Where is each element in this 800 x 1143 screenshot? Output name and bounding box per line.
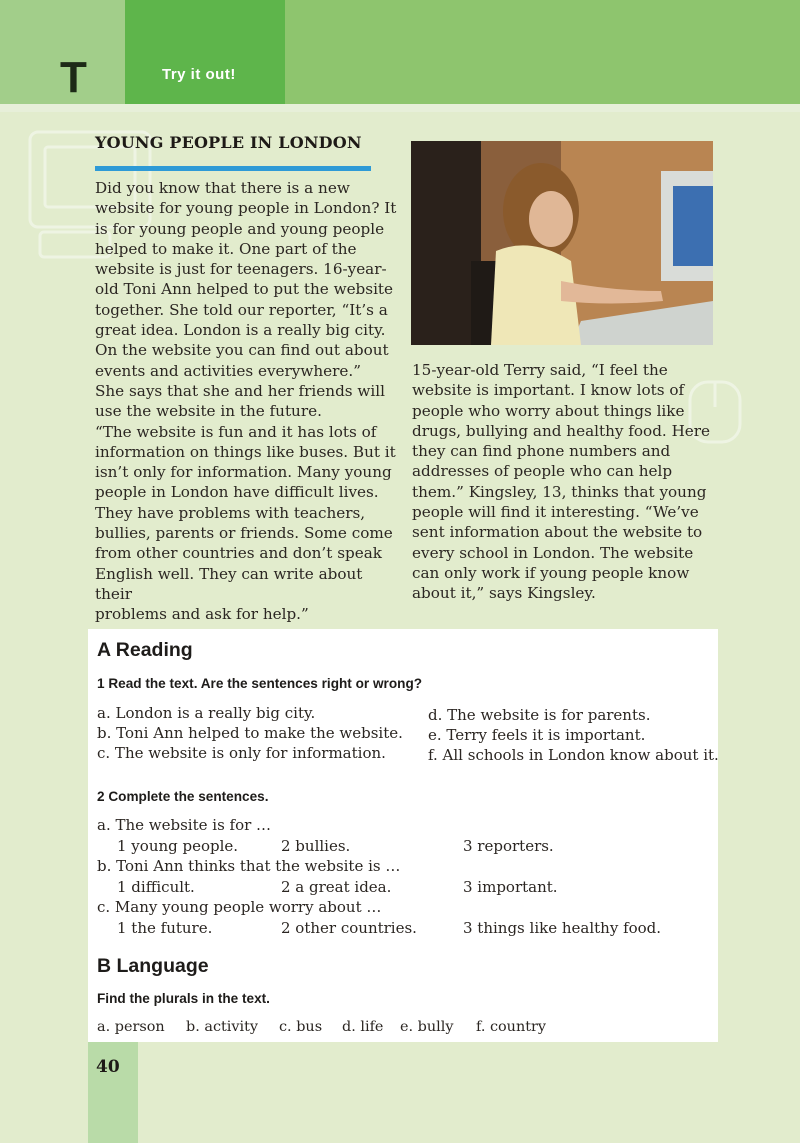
text-line: events and activities everywhere.” <box>95 361 361 380</box>
language-instruction: Find the plurals in the text. <box>97 991 270 1006</box>
text-line: “The website is fun and it has lots of <box>95 422 377 441</box>
q2-option: 1 difficult. <box>117 878 195 896</box>
q2-stem: a. The website is for … <box>97 816 272 834</box>
article-left-column <box>95 178 400 625</box>
text-line: people who worry about things like <box>412 401 685 420</box>
q2-option: 1 young people. <box>117 837 239 855</box>
q2-option: 3 important. <box>463 878 558 896</box>
text-line: people will find it interesting. “We’ve <box>412 503 699 522</box>
article-headline: YOUNG PEOPLE IN LONDON <box>95 133 362 152</box>
text-line: English well. They can write about their <box>95 564 363 603</box>
plural-word: c. bus <box>279 1019 323 1035</box>
text-line: website for young people in London? It <box>95 199 397 218</box>
article-photo <box>411 141 713 345</box>
text-line: them.” Kingsley, 13, thinks that young <box>412 482 707 501</box>
text-line: They have problems with teachers, <box>95 503 366 522</box>
q1-item: e. Terry feels it is important. <box>428 726 646 744</box>
plural-word: e. bully <box>400 1019 454 1035</box>
text-line: great idea. London is a really big city. <box>95 321 386 340</box>
text-line: from other countries and don’t speak <box>95 544 382 563</box>
text-line: information on things like buses. But it <box>95 442 396 461</box>
plural-word: b. activity <box>186 1019 259 1035</box>
text-line: people in London have difficult lives. <box>95 483 379 502</box>
q1-item: b. Toni Ann helped to make the website. <box>97 724 403 742</box>
text-line: website is important. I know lots of <box>412 381 685 400</box>
q2-option: 3 things like healthy food. <box>463 919 662 937</box>
plural-word: f. country <box>476 1019 547 1035</box>
q2-option: 2 a great idea. <box>281 878 392 896</box>
text-line: On the website you can find out about <box>95 341 389 360</box>
text-line: 15-year-old Terry said, “I feel the <box>412 361 668 379</box>
reading-q1-instruction: 1 Read the text. Are the sentences right or wrong? <box>97 676 423 691</box>
text-line: can only work if young people know <box>412 563 690 582</box>
reading-q2-instruction: 2 Complete the sentences. <box>97 789 269 804</box>
section-title: Try it out! <box>162 66 236 83</box>
q1-item: d. The website is for parents. <box>428 706 651 724</box>
q1-item: f. All schools in London know about it. <box>428 746 719 764</box>
section-letter: T <box>60 53 87 102</box>
text-line: addresses of people who can help <box>412 462 673 481</box>
q2-option: 1 the future. <box>117 919 213 937</box>
plural-word: d. life <box>342 1019 384 1035</box>
text-line: use the website in the future. <box>95 402 322 421</box>
headline-underline <box>95 166 371 171</box>
language-section-title: B Language <box>97 955 209 977</box>
text-line: they can find phone numbers and <box>412 442 671 461</box>
q1-item: c. The website is only for information. <box>97 744 386 762</box>
text-line: problems and ask for help.” <box>95 605 309 624</box>
text-line: website is just for teenagers. 16-year- <box>95 260 387 279</box>
header-tail-block <box>285 0 800 104</box>
page-number: 40 <box>96 1057 120 1077</box>
text-line: about it,” says Kingsley. <box>412 584 596 603</box>
text-line: sent information about the website to <box>412 523 703 542</box>
text-line: isn’t only for information. Many young <box>95 463 392 482</box>
text-line: She says that she and her friends will <box>95 381 385 400</box>
q2-stem: c. Many young people worry about … <box>97 898 382 916</box>
q2-stem: b. Toni Ann thinks that the website is … <box>97 857 401 875</box>
text-line: every school in London. The website <box>412 543 694 562</box>
q2-option: 3 reporters. <box>463 837 554 855</box>
text-line: bullies, parents or friends. Some come <box>95 524 393 543</box>
header-title-block <box>125 0 285 104</box>
q2-option: 2 bullies. <box>281 837 351 855</box>
text-line: Did you know that there is a new <box>95 179 350 197</box>
text-line: together. She told our reporter, “It’s a <box>95 300 388 319</box>
article-right-column <box>412 360 717 604</box>
text-line: old Toni Ann helped to put the website <box>95 280 394 299</box>
text-line: drugs, bullying and healthy food. Here <box>412 421 711 440</box>
text-line: helped to make it. One part of the <box>95 239 357 258</box>
text-line: is for young people and young people <box>95 219 385 238</box>
reading-section-title: A Reading <box>97 639 193 661</box>
header-divider <box>0 104 800 112</box>
plural-word: a. person <box>97 1019 165 1035</box>
q2-option: 2 other countries. <box>281 919 417 937</box>
q1-item: a. London is a really big city. <box>97 704 316 722</box>
